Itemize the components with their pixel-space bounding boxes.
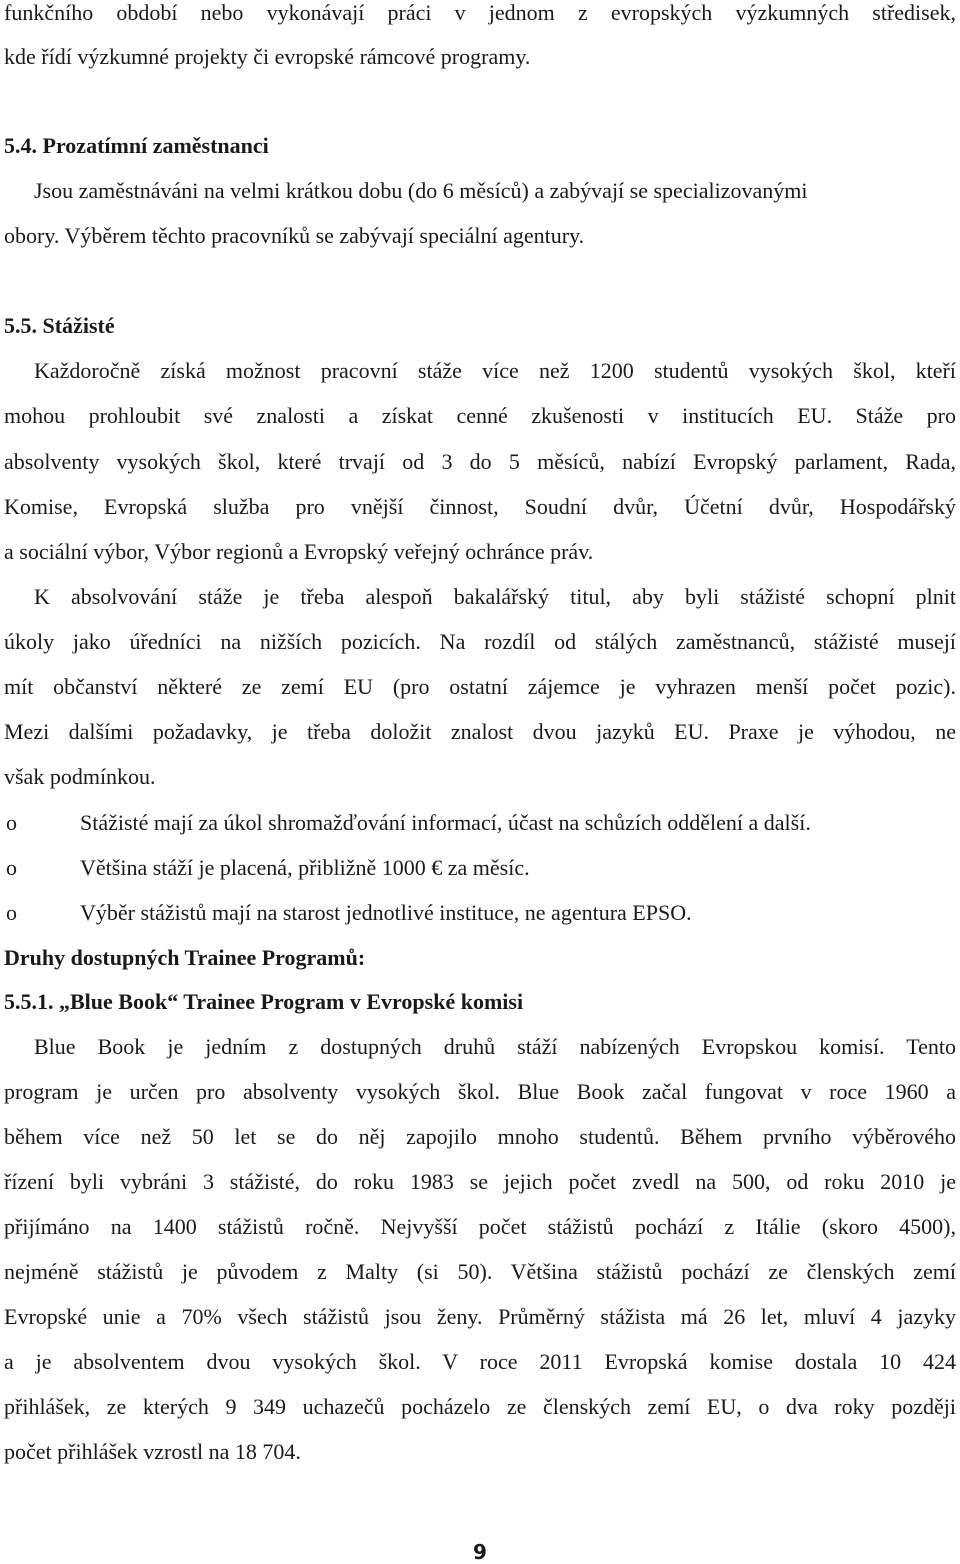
bullet-text: Výběr stážistů mají na starost jednotlivé instituce, ne agentura EPSO. (80, 900, 692, 925)
paragraph-line: Komise, Evropská služba pro vnější činnost, Soudní dvůr, Účetní dvůr, Hospodářský (4, 494, 956, 519)
paragraph-line: Každoročně získá možnost pracovní stáže více než 1200 studentů vysokých škol, kteří (34, 358, 956, 383)
paragraph-line: však podmínkou. (4, 764, 156, 789)
paragraph-line: mohou prohloubit své znalosti a získat cenné zkušenosti v institucích EU. Stáže pro (4, 403, 956, 428)
paragraph-line: obory. Výběrem těchto pracovníků se zabývají speciální agentury. (4, 223, 585, 248)
bullet-marker: o (6, 810, 17, 835)
page-number: 9 (473, 1540, 487, 1564)
paragraph-line: Jsou zaměstnáváni na velmi krátkou dobu (do 6 měsíců) a zabývají se specializovanými (34, 178, 808, 203)
section-heading-5-4: 5.4. Prozatímní zaměstnanci (4, 133, 269, 158)
paragraph-line: řízení byli vybráni 3 stážisté, do roku 1983 se jejich počet zvedl na 500, od roku 2010 je (4, 1169, 956, 1194)
paragraph-line: a sociální výbor, Výbor regionů a Evropský veřejný ochránce práv. (4, 539, 594, 564)
bullet-marker: o (6, 900, 17, 925)
paragraph-line: přijímáno na 1400 stážistů ročně. Nejvyšší počet stážistů pochází z Itálie (skoro 4500), (4, 1214, 956, 1239)
paragraph-line: Mezi dalšími požadavky, je třeba doložit znalost dvou jazyků EU. Praxe je výhodou, ne (4, 719, 956, 744)
paragraph-line: úkoly jako úředníci na nižších pozicích. Na rozdíl od stálých zaměstnanců, stážisté musejí (4, 629, 956, 654)
section-heading-5-5: 5.5. Stážisté (4, 313, 115, 338)
subsection-heading-5-5-1: 5.5.1. „Blue Book“ Trainee Program v Evropské komisi (4, 989, 524, 1014)
intro-line-1: funkčního období nebo vykonávají práci v jednom z evropských výzkumných středisek, (4, 0, 956, 25)
paragraph-line: mít občanství některé ze zemí EU (pro ostatní zájemce je vyhrazen menší počet pozic). (4, 674, 956, 699)
paragraph-line: absolventy vysokých škol, které trvají od 3 do 5 měsíců, nabízí Evropský parlament, Rada, (4, 449, 956, 474)
paragraph-line: K absolvování stáže je třeba alespoň bakalářský titul, aby byli stážisté schopní plnit (34, 584, 956, 609)
paragraph-line: Evropské unie a 70% všech stážistů jsou ženy. Průměrný stážista má 26 let, mluví 4 jazyky (4, 1304, 956, 1329)
paragraph-line: přihlášek, ze kterých 9 349 uchazečů pocházelo ze členských zemí EU, o dva roky později (4, 1394, 956, 1419)
paragraph-line: nejméně stážistů je původem z Malty (si 50). Většina stážistů pochází ze členských zemí (4, 1259, 956, 1284)
bullet-marker: o (6, 855, 17, 880)
bullet-text: Většina stáží je placená, přibližně 1000 € za měsíc. (80, 855, 530, 880)
paragraph-line: počet přihlášek vzrostl na 18 704. (4, 1439, 301, 1464)
intro-line-2: kde řídí výzkumné projekty či evropské rámcové programy. (4, 44, 531, 69)
bullet-text: Stážisté mají za úkol shromažďování informací, účast na schůzích oddělení a další. (80, 810, 811, 835)
programs-heading: Druhy dostupných Trainee Programů: (4, 945, 366, 970)
paragraph-line: a je absolventem dvou vysokých škol. V roce 2011 Evropská komise dostala 10 424 (4, 1349, 956, 1374)
paragraph-line: program je určen pro absolventy vysokých škol. Blue Book začal fungovat v roce 1960 a (4, 1079, 956, 1104)
paragraph-line: během více než 50 let se do něj zapojilo mnoho studentů. Během prvního výběrového (4, 1124, 956, 1149)
paragraph-line: Blue Book je jedním z dostupných druhů stáží nabízených Evropskou komisí. Tento (34, 1034, 956, 1059)
